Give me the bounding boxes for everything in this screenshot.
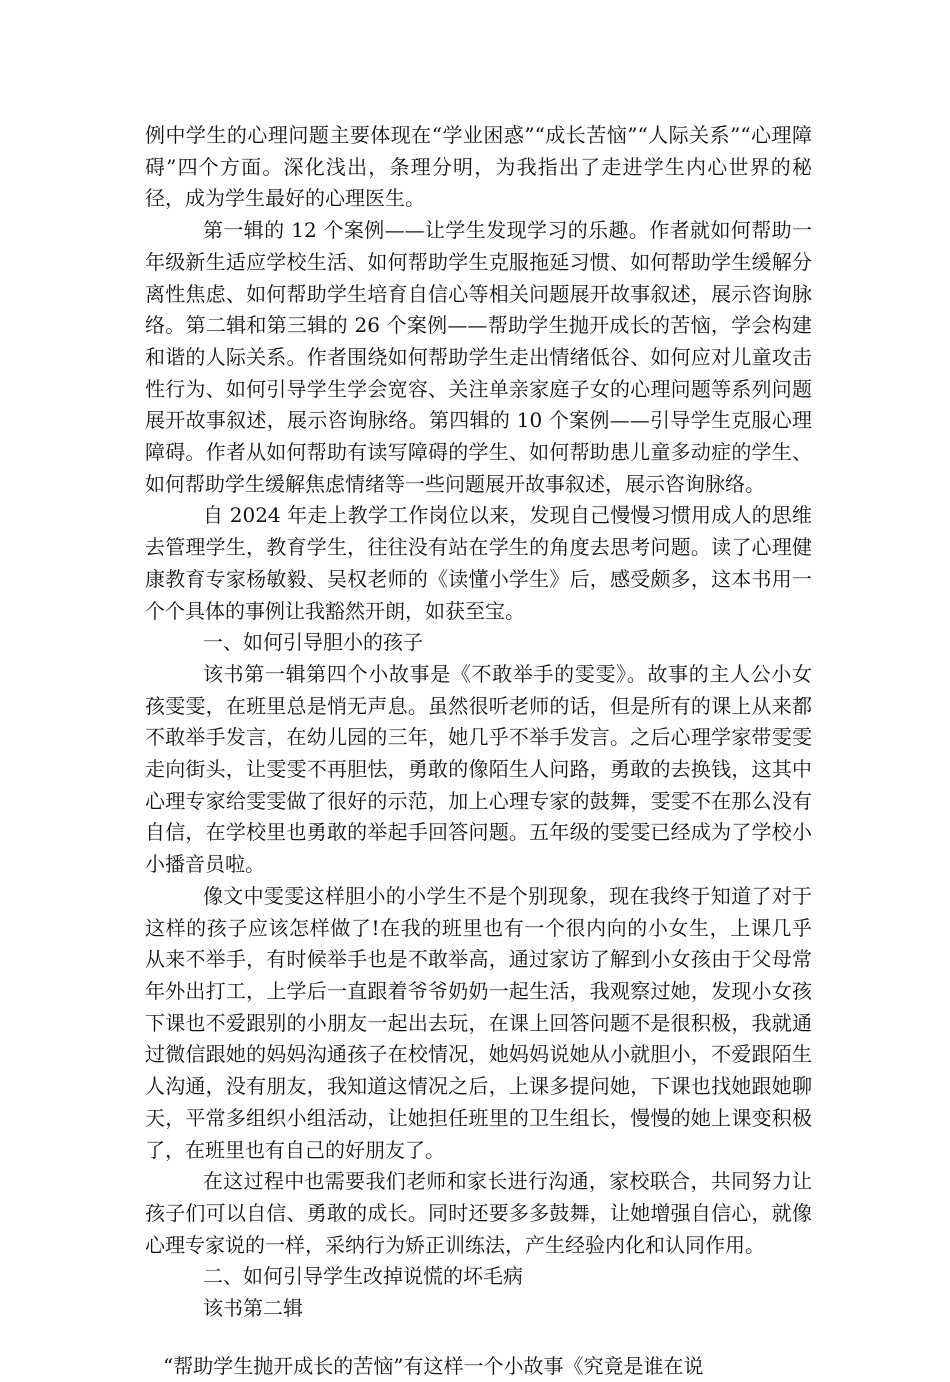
section-heading-timid-child: 一、如何引导胆小的孩子 [203,630,423,655]
paragraph-reading-reflection: 自 2024 年走上教学工作岗位以来，发现自己慢慢习惯用成人的思维去管理学生，教育学生，往往没有站在学生的角度去思考问题。读了心理健康教育专家杨敏毅、吴权老师的《读懂小学生》后，感受颇多，这本书用一个个具体的事例让我豁然开朗，如获至宝。 [145,503,812,623]
paragraph-case-overview: 第一辑的 12 个案例——让学生发现学习的乐趣。作者就如何帮助一年级新生适应学校生活、如何帮助学生克服拖延习惯、如何帮助学生缓解分离性焦虑、如何帮助学生培育自信心等相关问题展开故事叙述，展示咨询脉络。第二辑和第三辑的 26 个案例——帮助学生抛开成长的苦恼，学会构建和谐的人际关系。作者围绕如何帮助学生走出情绪低谷、如何应对儿童攻击性行为、如何引导学生学会宽容、关注单亲家庭子女的心理问题等系列问题展开故事叙述，展示咨询脉络。第四辑的 10 个案例——引导学生克服心理障碍。作者从如何帮助有读写障碍的学生、如何帮助患儿童多动症的学生、如何帮助学生缓解焦虑情绪等一些问题展开故事叙述，展示咨询脉络。 [145,218,812,496]
paragraph-intro-continuation: 例中学生的心理问题主要体现在“学业困惑”“成长苦恼”“人际关系”“心理障碍”四个方面。深化浅出，条理分明，为我指出了走进学生内心世界的秘径，成为学生最好的心理医生。 [145,123,812,211]
paragraph-second-volume: 该书第二辑 [203,1296,303,1321]
document-body [145,120,812,1382]
paragraph-story-intro: “帮助学生抛开成长的苦恼”有这样一个小故事《究竟是谁在说 [163,1353,704,1378]
paragraph-wenwen-story: 该书第一辑第四个小故事是《不敢举手的雯雯》。故事的主人公小女孩雯雯，在班里总是悄无声息。虽然很听老师的话，但是所有的课上从来都不敢举手发言，在幼儿园的三年，她几乎不举手发言。之后心理学家带雯雯走向街头，让雯雯不再胆怯，勇敢的像陌生人问路，勇敢的去换钱，这其中心理专家给雯雯做了很好的示范，加上心理专家的鼓舞，雯雯不在那么没有自信，在学校里也勇敢的举起手回答问题。五年级的雯雯已经成为了学校小小播音员啦。 [145,661,812,877]
section-heading-lying-habit: 二、如何引导学生改掉说慌的坏毛病 [203,1264,523,1289]
paragraph-classroom-example: 像文中雯雯这样胆小的小学生不是个别现象，现在我终于知道了对于这样的孩子应该怎样做了!在我的班里也有一个很内向的小女生，上课几乎从来不举手，有时候举手也是不敢举高，通过家访了解到小女孩由于父母常年外出打工，上学后一直跟着爷爷奶奶一起生活，我观察过她，发现小女孩下课也不爱跟别的小朋友一起出去玩，在课上回答问题不是很积极，我就通过微信跟她的妈妈沟通孩子在校情况，她妈妈说她从小就胆小，不爱跟陌生人沟通，没有朋友，我知道这情况之后，上课多提问她，下课也找她跟她聊天，平常多组织小组活动，让她担任班里的卫生组长，慢慢的她上课变积极了，在班里也有自己的好朋友了。 [145,883,812,1162]
paragraph-home-school-cooperation: 在这过程中也需要我们老师和家长进行沟通，家校联合，共同努力让孩子们可以自信、勇敢的成长。同时还要多多鼓舞，让她增强自信心，就像心理专家说的一样，采纳行为矫正训练法，产生经验内化和认同作用。 [145,1169,812,1257]
